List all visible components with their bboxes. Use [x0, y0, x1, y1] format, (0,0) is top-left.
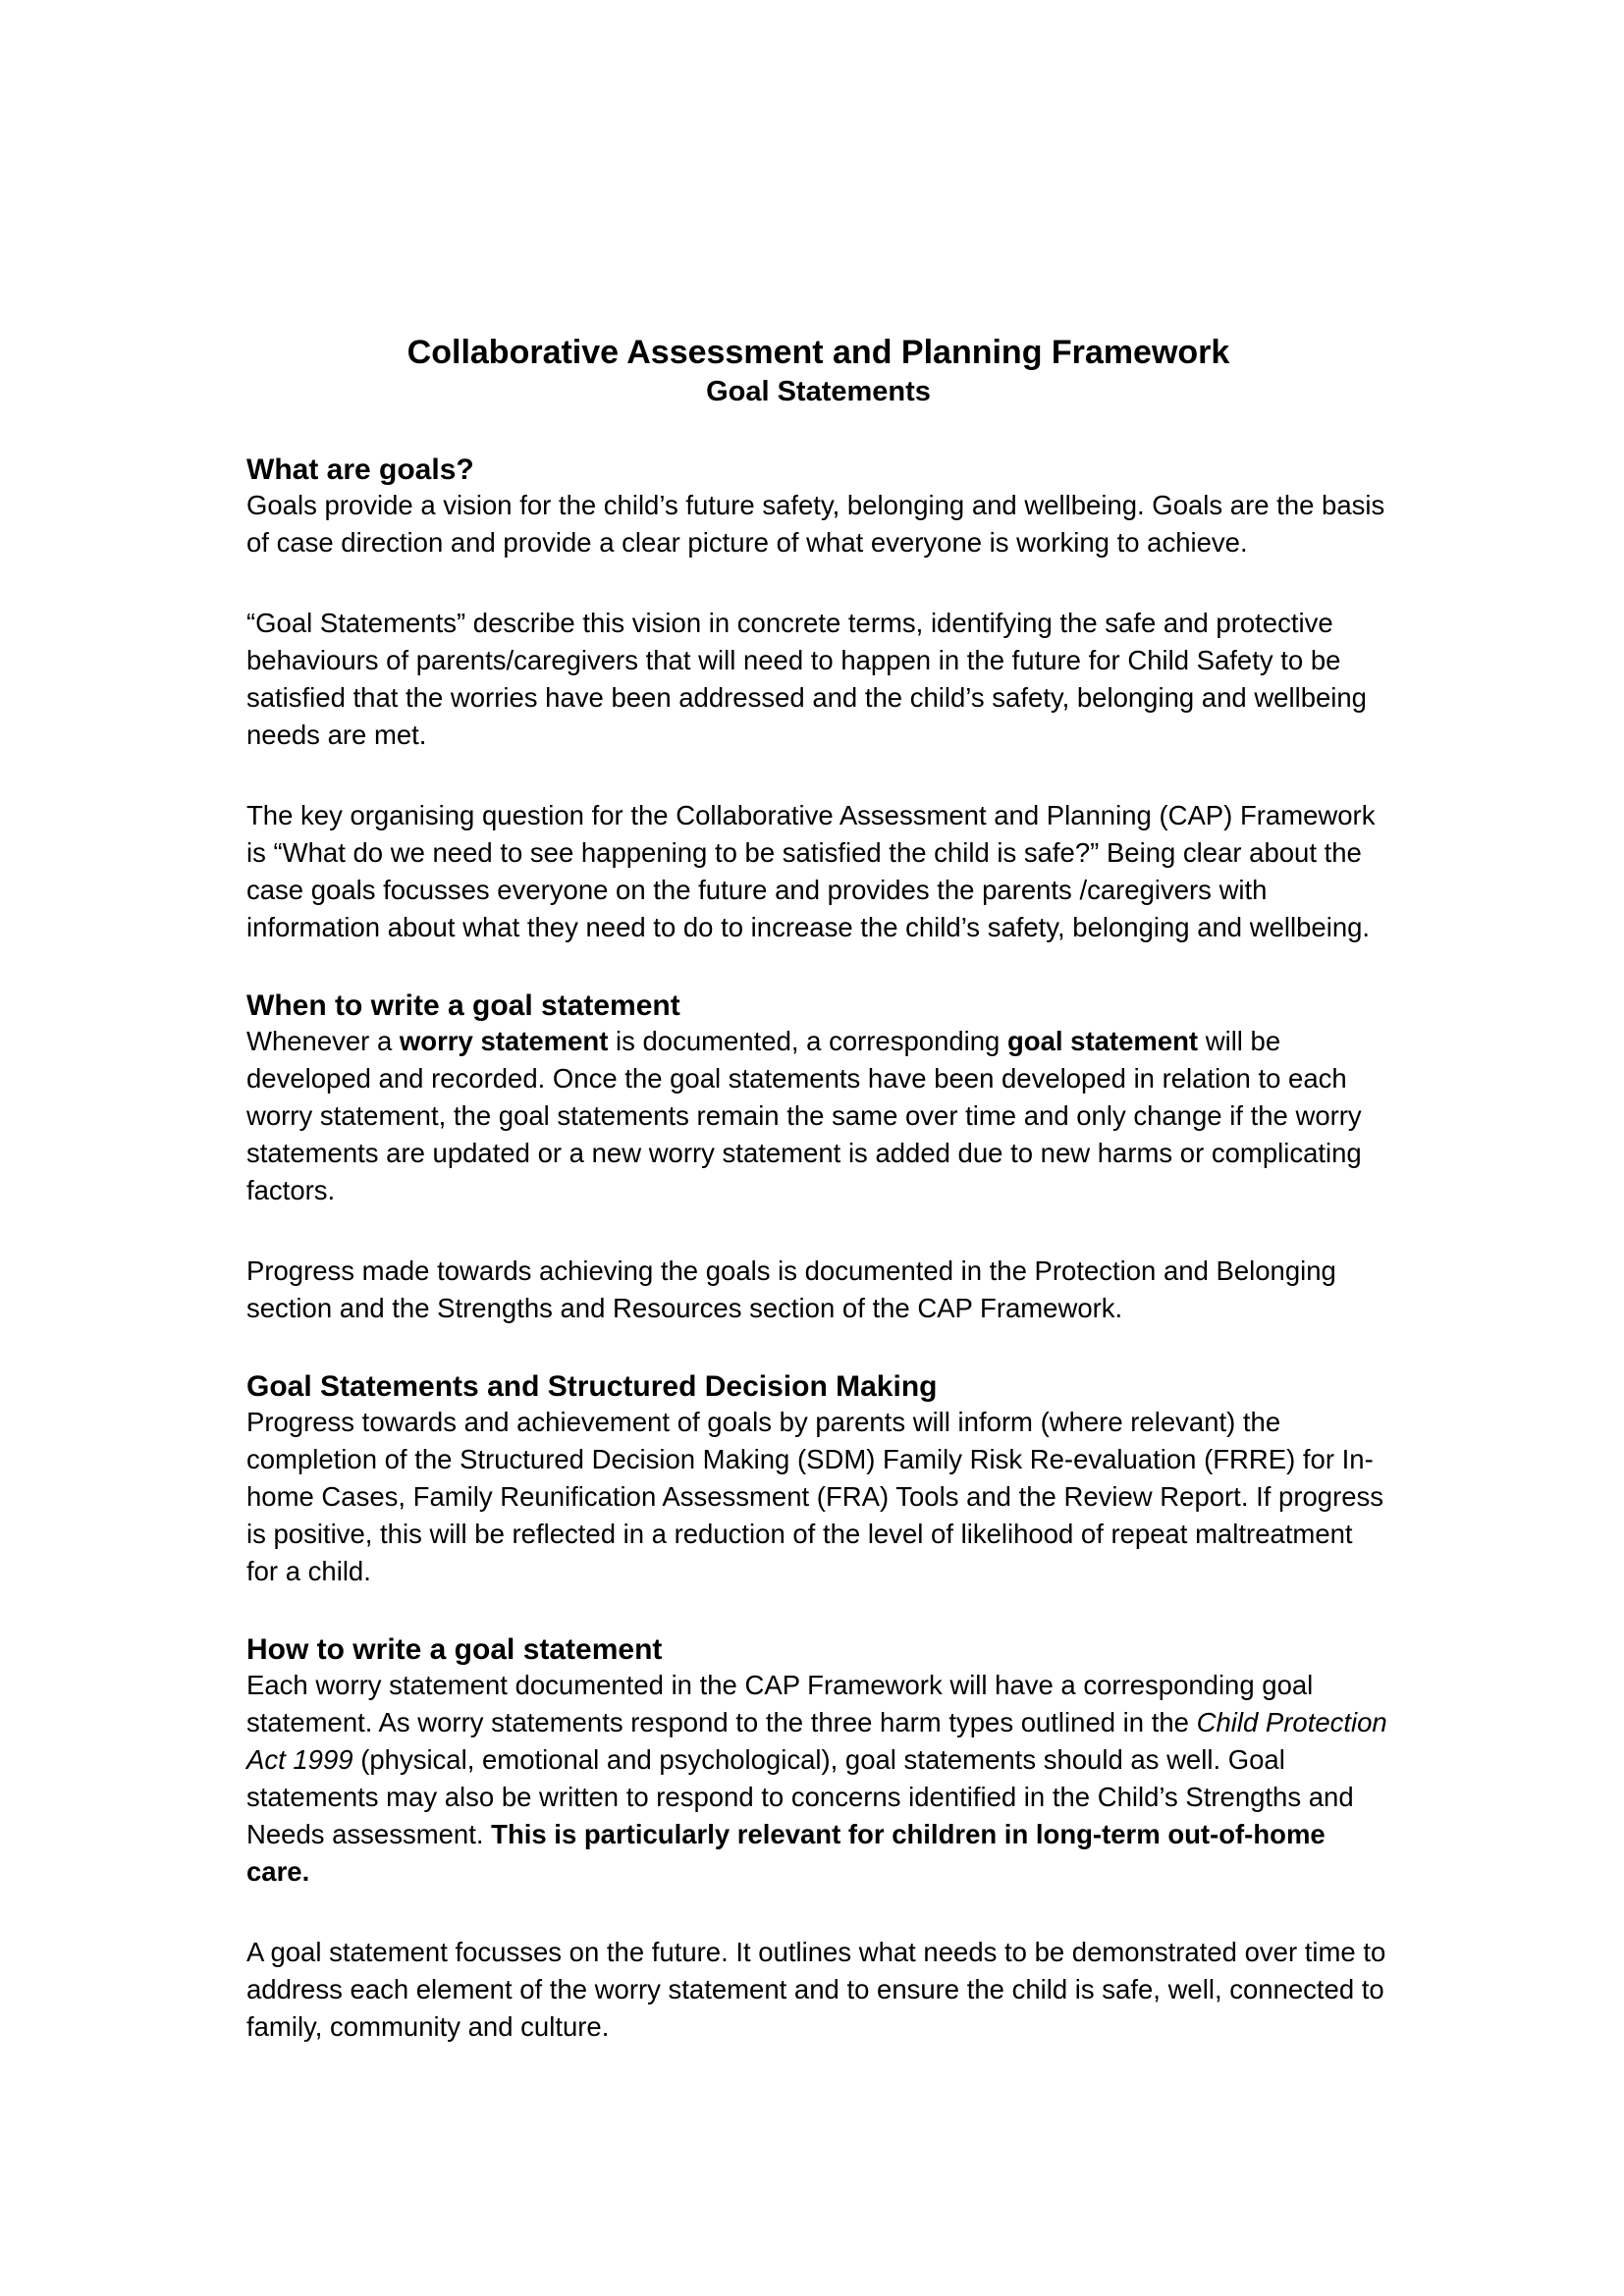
- paragraph: The key organising question for the Collaborative Assessment and Planning (CAP) Framework is “What do we need to see happening to be satisfied the child is safe?” Being clear about the case goals focusses everyone on the future and provides the parents /caregivers with information about what they need to do to increase the child’s safety, belonging and wellbeing.: [246, 800, 1376, 942]
- section-heading: When to write a goal statement: [246, 989, 680, 1022]
- paragraph: [246, 1023, 1390, 1209]
- bold-text-run: goal statement: [1007, 1026, 1199, 1056]
- paragraph: Goals provide a vision for the child’s future safety, belonging and wellbeing. Goals are the basis of case direction and provide a clear picture of what everyone is working to achieve.: [246, 490, 1385, 558]
- document-body: [246, 332, 1390, 2046]
- section-heading: What are goals?: [246, 454, 474, 486]
- text-run: Each worry statement documented in the CAP Framework will have a corresponding goal statement. As worry statements respond to the three harm types outlined in the: [246, 1670, 1314, 1737]
- paragraph: “Goal Statements” describe this vision in concrete terms, identifying the safe and protective behaviours of parents/caregivers that will need to happen in the future for Child Safety to be satisfied that the worries have been addressed and the child’s safety, belonging and wellbeing needs are met.: [246, 608, 1367, 750]
- text-run: Whenever a: [246, 1026, 400, 1056]
- paragraph: [246, 1667, 1390, 1891]
- bold-text-run: This is particularly relevant for children in long-term out-of-home care.: [246, 1819, 1326, 1887]
- document-title: Collaborative Assessment and Planning Framework: [406, 334, 1230, 371]
- text-run: will be developed and recorded. Once the goal statements have been developed in relation to each worry statement, the goal statements remain the same over time and only change if the worry statements are updated or a new worry statement is added due to new harms or complicating factors.: [246, 1026, 1362, 1205]
- section-how-to-write: [246, 1633, 1390, 2046]
- section-what-are-goals: [246, 454, 1390, 946]
- section-heading: Goal Statements and Structured Decision Making: [246, 1370, 938, 1403]
- section-sdm: [246, 1370, 1390, 1590]
- paragraph: A goal statement focusses on the future. It outlines what needs to be demonstrated over time to address each element of the worry statement and to ensure the child is safe, well, connected to family, community and culture.: [246, 1937, 1386, 2042]
- paragraph: Progress made towards achieving the goals is documented in the Protection and Belonging section and the Strengths and Resources section of the CAP Framework.: [246, 1255, 1336, 1323]
- bold-text-run: worry statement: [399, 1026, 609, 1056]
- text-run: (physical, emotional and psychological), goal statements should as well. Goal statements may also be written to respond to concerns identified in the Child’s Strengths and Needs assessment.: [246, 1744, 1354, 1849]
- section-when-to-write: [246, 989, 1390, 1327]
- paragraph: Progress towards and achievement of goals by parents will inform (where relevant) the completion of the Structured Decision Making (SDM) Family Risk Re-evaluation (FRRE) for In-home Cases, Family Reunification Assessment (FRA) Tools and the Review Report. If progress is positive, this will be reflected in a reduction of the level of likelihood of repeat maltreatment for a child.: [246, 1407, 1384, 1586]
- document-subtitle: Goal Statements: [706, 376, 931, 407]
- text-run: is documented, a corresponding: [608, 1026, 1007, 1056]
- section-heading: How to write a goal statement: [246, 1633, 663, 1666]
- italic-text-run: Child Protection Act 1999: [246, 1707, 1387, 1775]
